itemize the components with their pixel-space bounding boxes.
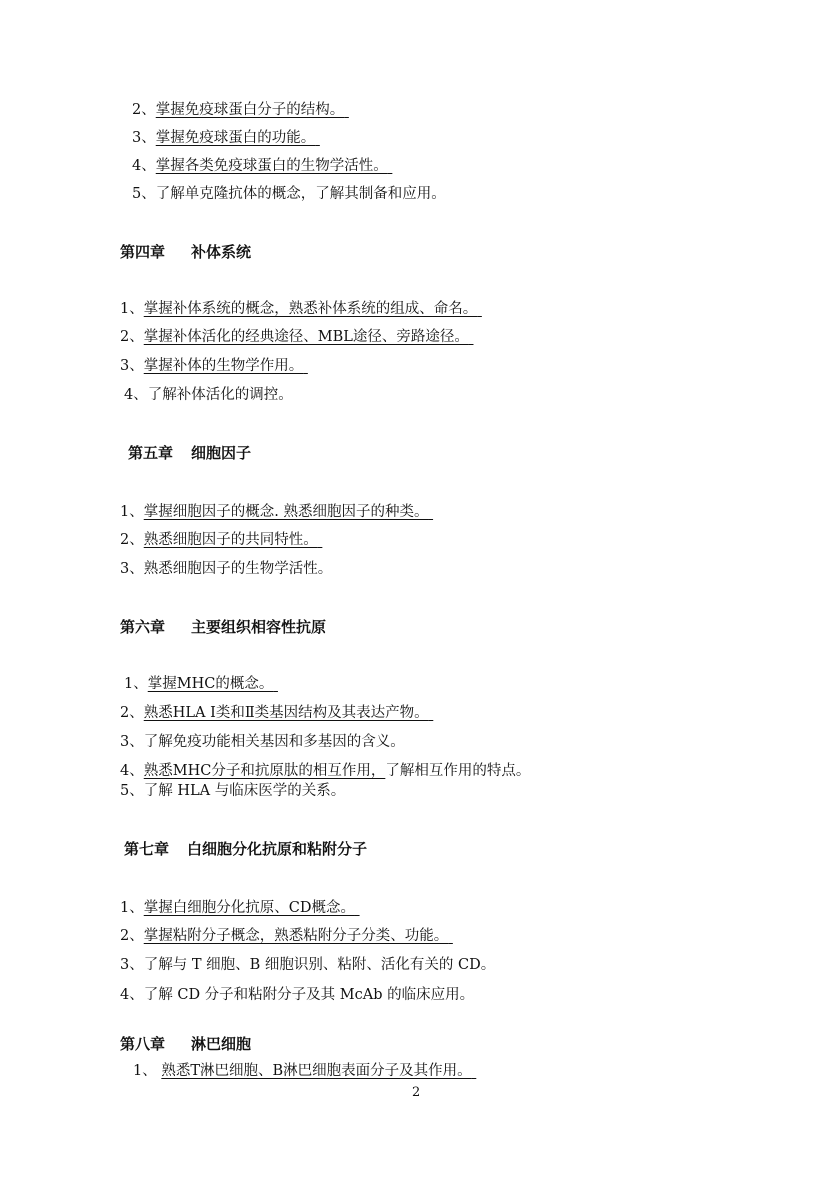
item-number: 3、 [120, 561, 144, 577]
list-item [120, 559, 332, 579]
item-text: 了解与 T 细胞、B 细胞识别、粘附、活化有关的 CD。 [143, 957, 496, 973]
list-item [120, 356, 308, 376]
item-number: 4、 [120, 987, 144, 1003]
chapter-title: 细胞因子 [191, 444, 252, 462]
list-item [132, 184, 446, 204]
list-item [124, 674, 278, 694]
item-text: 了解补体活化的调控。 [147, 387, 293, 403]
list-item [120, 502, 433, 522]
chapter-title: 淋巴细胞 [191, 1035, 252, 1053]
list-item [120, 955, 495, 975]
item-number: 3、 [120, 358, 144, 374]
list-item [133, 1061, 476, 1081]
item-underlined-text: 掌握免疫球蛋白分子的结构。 [155, 102, 345, 118]
list-item [120, 898, 360, 918]
item-number: 4、 [132, 158, 156, 174]
list-item [120, 761, 530, 781]
item-number: 1、 [120, 504, 144, 520]
item-number: 1、 [120, 900, 144, 916]
chapter-number: 第八章 [120, 1035, 166, 1053]
item-text: 了解相互作用的特点。 [385, 763, 531, 779]
item-number: 2、 [120, 329, 144, 345]
list-item [132, 128, 320, 148]
chapter-number: 第五章 [128, 444, 174, 462]
item-number: 3、 [120, 734, 144, 750]
item-text: 了解单克隆抗体的概念，了解其制备和应用。 [155, 186, 446, 202]
item-underlined-text: 掌握补体活化的经典途径、MBL途径、旁路途径。 [143, 329, 469, 345]
list-item [132, 156, 392, 176]
item-number: 2、 [120, 705, 144, 721]
chapter-number: 第六章 [120, 618, 166, 636]
chapter-title: 白细胞分化抗原和粘附分子 [187, 840, 368, 858]
chapter-heading [120, 242, 251, 262]
item-number: 3、 [120, 957, 144, 973]
item-text: 了解 CD 分子和粘附分子及其 McAb 的临床应用。 [143, 987, 475, 1003]
page-number: 2 [412, 1085, 421, 1100]
list-item [120, 926, 453, 946]
list-item [120, 327, 473, 347]
chapter-title: 补体系统 [191, 243, 252, 261]
item-number: 1、 [120, 301, 144, 317]
chapter-heading [120, 617, 326, 637]
item-number: 5、 [120, 783, 144, 799]
item-number: 1、 [124, 676, 148, 692]
list-item [124, 385, 293, 405]
item-underlined-text: 熟悉T淋巴细胞、B淋巴细胞表面分子及其作用。 [161, 1063, 472, 1079]
item-underlined-text: 掌握细胞因子的概念. 熟悉细胞因子的种类。 [143, 504, 429, 520]
item-number: 5、 [132, 186, 156, 202]
list-item [132, 100, 349, 120]
item-number: 4、 [120, 763, 144, 779]
item-number: 2、 [120, 532, 144, 548]
list-item [120, 732, 405, 752]
list-item [120, 530, 322, 550]
item-underlined-text: 掌握补体的生物学作用。 [143, 358, 304, 374]
item-number: 4、 [124, 387, 148, 403]
chapter-number: 第七章 [124, 840, 170, 858]
item-text: 了解 HLA 与临床医学的关系。 [143, 783, 346, 799]
chapter-heading [120, 1034, 251, 1054]
list-item [120, 985, 474, 1005]
item-number: 2、 [120, 928, 144, 944]
chapter-title: 主要组织相容性抗原 [191, 618, 327, 636]
item-underlined-text: 熟悉MHC分子和抗原肽的相互作用， [143, 763, 386, 779]
item-text: 熟悉细胞因子的生物学活性。 [143, 561, 333, 577]
list-item [120, 781, 345, 801]
chapter-heading [128, 443, 251, 463]
item-underlined-text: 掌握MHC的概念。 [147, 676, 274, 692]
item-number: 1、 [133, 1063, 157, 1079]
list-item [120, 299, 482, 319]
item-underlined-text: 熟悉细胞因子的共同特性。 [143, 532, 318, 548]
item-underlined-text: 熟悉HLA Ⅰ类和Ⅱ类基因结构及其表达产物。 [143, 705, 429, 721]
chapter-heading [124, 839, 367, 859]
item-underlined-text: 掌握各类免疫球蛋白的生物学活性。 [155, 158, 388, 174]
item-number: 2、 [132, 102, 156, 118]
item-underlined-text: 掌握粘附分子概念，熟悉粘附分子分类、功能。 [143, 928, 449, 944]
item-underlined-text: 掌握免疫球蛋白的功能。 [155, 130, 316, 146]
item-underlined-text: 掌握白细胞分化抗原、CD概念。 [143, 900, 355, 916]
item-underlined-text: 掌握补体系统的概念，熟悉补体系统的组成、命名。 [143, 301, 478, 317]
list-item [120, 703, 433, 723]
chapter-number: 第四章 [120, 243, 166, 261]
item-text: 了解免疫功能相关基因和多基因的含义。 [143, 734, 405, 750]
item-number: 3、 [132, 130, 156, 146]
